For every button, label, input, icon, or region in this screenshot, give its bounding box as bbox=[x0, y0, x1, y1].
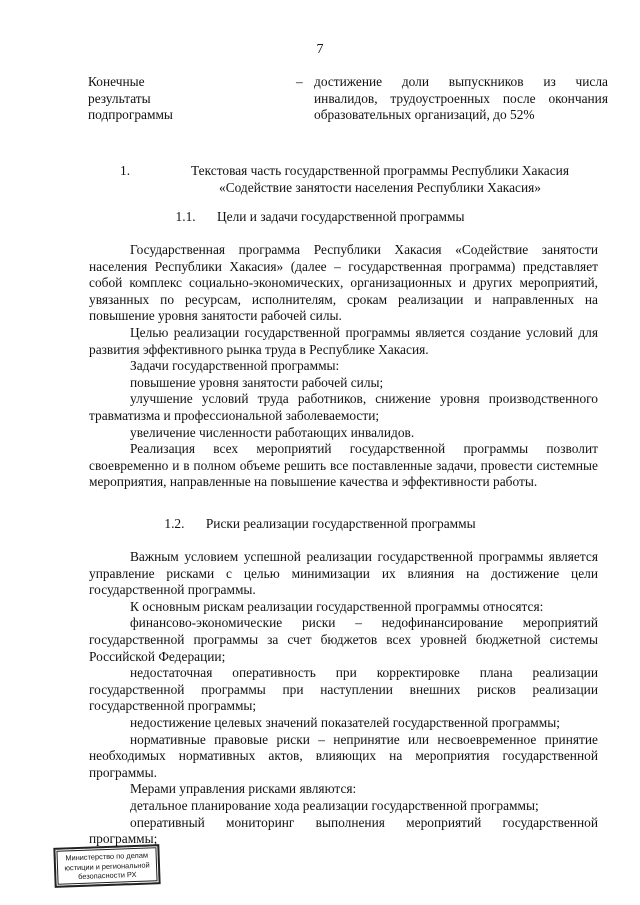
subsection-heading-risks bbox=[0, 516, 640, 533]
goals-text-block bbox=[89, 242, 598, 491]
paragraph: Государственная программа Республики Хакасия «Содействие занятости населения Республики Хакасия» (далее – государственная программа) представляет собой комплекс социально-экономических, организационных и других мероприятий, увязанных по ресурсам, исполнителям, срокам реализации и направленных на повышение уровня занятости рабочей силы. bbox=[89, 242, 598, 324]
paragraph: оперативный мониторинг выполнения мероприятий государственной программы; bbox=[89, 814, 598, 847]
paragraph: увеличение численности работающих инвалидов. bbox=[130, 424, 415, 440]
paragraph: Важным условием успешной реализации государственной программы является управление рисками с целью минимизации их влияния на достижение цели государственной программы. bbox=[89, 549, 598, 598]
summary-label-line: результаты bbox=[88, 90, 151, 106]
section-number: 1. bbox=[120, 163, 131, 178]
paragraph: Реализация всех мероприятий государственной программы позволит своевременно и в полном объеме решить все поставленные задачи, провести системные мероприятия, направленные на повышение качества и эффективности работы. bbox=[89, 441, 598, 490]
page-number: 7 bbox=[316, 42, 324, 57]
subsection-title: Риски реализации государственной программы bbox=[205, 516, 476, 531]
summary-row bbox=[88, 74, 608, 124]
section-title-line: Текстовая часть государственной программы Республики Хакасия bbox=[190, 163, 570, 178]
ministry-stamp bbox=[53, 844, 160, 888]
paragraph: К основным рискам реализации государственной программы относятся: bbox=[130, 598, 544, 614]
subsection-number: 1.1. bbox=[175, 209, 196, 224]
paragraph: нормативные правовые риски – непринятие или несвоевременное принятие необходимых нормативных актов, влияющих на мероприятия государственной программы. bbox=[89, 731, 598, 780]
stamp-line: юстиции и региональной bbox=[64, 860, 150, 873]
risks-text-block bbox=[89, 549, 598, 848]
paragraph: финансово-экономические риски – недофинансирование мероприятий государственной программы за счет бюджетов всех уровней бюджетной системы Российской Федерации; bbox=[89, 615, 598, 664]
summary-label-line: подпрограммы bbox=[88, 107, 173, 123]
section-title-line: «Содействие занятости населения Республики Хакасия» bbox=[219, 179, 541, 195]
stamp-line: безопасности РХ bbox=[78, 870, 137, 882]
paragraph: Мерами управления рисками являются: bbox=[130, 781, 357, 797]
section-title bbox=[170, 163, 590, 196]
subsection-number: 1.2. bbox=[164, 516, 185, 531]
paragraph: повышение уровня занятости рабочей силы; bbox=[130, 374, 384, 390]
paragraph: недостижение целевых значений показателей государственной программы; bbox=[130, 714, 560, 730]
paragraph: недостаточная оперативность при корректировке плана реализации государственной программы при наступлении внешних рисков реализации государственной программы; bbox=[89, 665, 598, 714]
stamp-line: Министерство по делам bbox=[65, 850, 149, 863]
paragraph: улучшение условий труда работников, снижение уровня производственного травматизма и профессиональной заболеваемости; bbox=[89, 391, 598, 423]
subsection-title: Цели и задачи государственной программы bbox=[217, 209, 465, 224]
summary-label-line: Конечные bbox=[88, 74, 145, 89]
paragraph: Задачи государственной программы: bbox=[130, 358, 340, 374]
paragraph: детальное планирование хода реализации государственной программы; bbox=[130, 797, 539, 813]
summary-label bbox=[88, 74, 188, 124]
summary-value: достижение доли выпускников из числа инвалидов, трудоустроенных после окончания образовательных организаций, до 52% bbox=[314, 74, 608, 123]
paragraph: Целью реализации государственной программы является создание условий для развития эффективного рынка труда в Республике Хакасия. bbox=[89, 324, 598, 357]
subsection-heading-goals bbox=[0, 209, 640, 226]
summary-dash: – bbox=[296, 74, 303, 89]
